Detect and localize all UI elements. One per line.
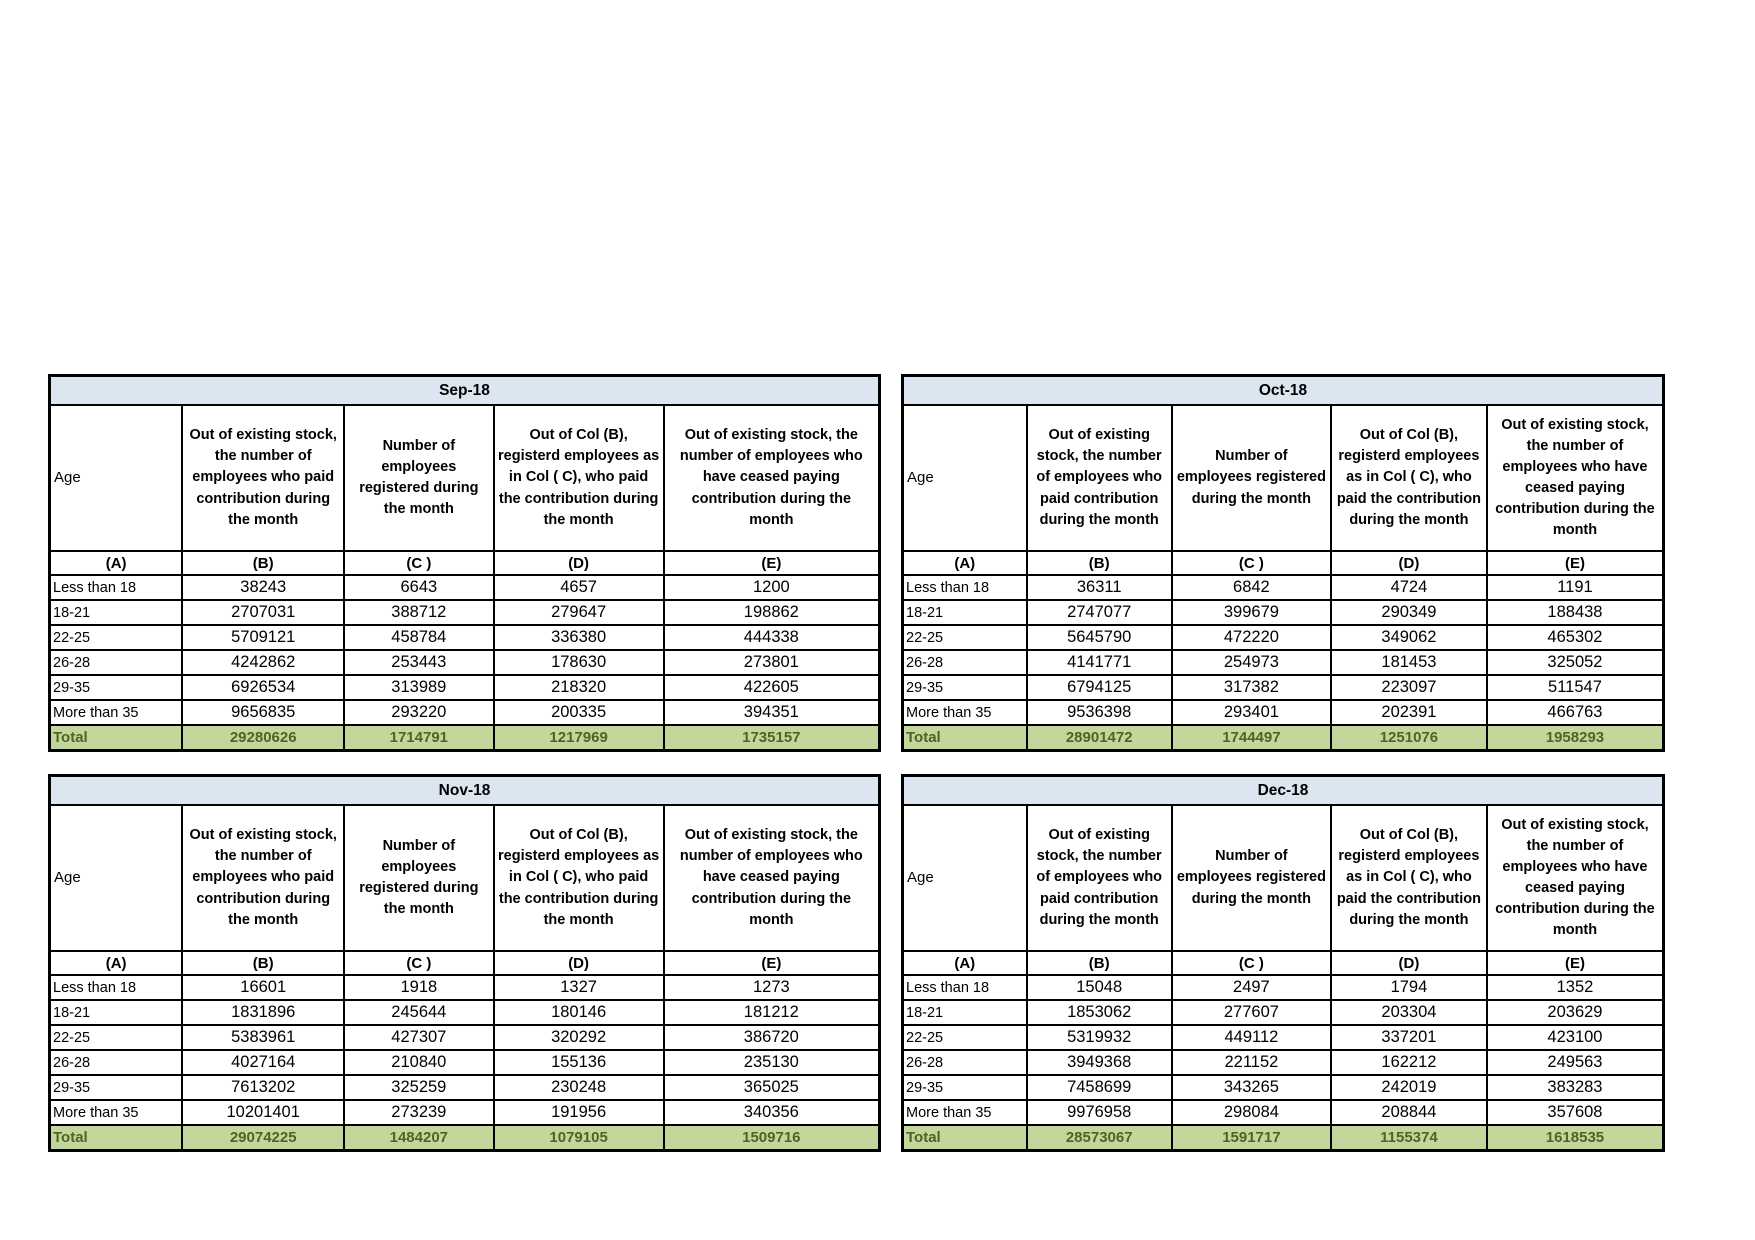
column-letter: (C ) [344,551,493,575]
value-cell: 218320 [494,675,664,700]
value-cell: 9976958 [1027,1100,1172,1125]
value-cell: 320292 [494,1025,664,1050]
value-cell: 279647 [494,600,664,625]
month-table-slot [901,774,1665,1152]
value-cell: 4027164 [182,1050,344,1075]
table-row [903,700,1664,725]
total-label: Total [903,725,1027,751]
value-cell: 188438 [1487,600,1664,625]
value-cell: 1191 [1487,575,1664,600]
value-cell: 357608 [1487,1100,1664,1125]
value-cell: 15048 [1027,975,1172,1000]
value-cell: 5319932 [1027,1025,1172,1050]
age-cell: 22-25 [903,1025,1027,1050]
month-table-slot [901,374,1665,752]
age-cell: More than 35 [903,700,1027,725]
column-letter: (D) [1331,551,1487,575]
value-cell: 349062 [1331,625,1487,650]
value-cell: 383283 [1487,1075,1664,1100]
column-letter: (A) [50,551,183,575]
total-value-cell: 28901472 [1027,725,1172,751]
age-cell: 22-25 [50,625,183,650]
value-cell: 472220 [1172,625,1331,650]
value-cell: 202391 [1331,700,1487,725]
value-cell: 1273 [664,975,880,1000]
total-value-cell: 29074225 [182,1125,344,1151]
value-cell: 16601 [182,975,344,1000]
value-cell: 388712 [344,600,493,625]
total-label: Total [50,1125,183,1151]
value-cell: 6842 [1172,575,1331,600]
column-letter: (C ) [344,951,493,975]
month-title-row [50,776,880,806]
total-value-cell: 1155374 [1331,1125,1487,1151]
value-cell: 210840 [344,1050,493,1075]
value-cell: 3949368 [1027,1050,1172,1075]
column-letter: (B) [1027,951,1172,975]
age-cell: 26-28 [903,1050,1027,1075]
table-row [50,700,880,725]
table-row [903,600,1664,625]
value-cell: 2707031 [182,600,344,625]
value-cell: 466763 [1487,700,1664,725]
age-cell: Less than 18 [903,575,1027,600]
value-cell: 2747077 [1027,600,1172,625]
table-row [50,1050,880,1075]
value-cell: 4657 [494,575,664,600]
table-row [50,1075,880,1100]
value-cell: 444338 [664,625,880,650]
header-col-b: Out of existing stock, the number of employees who paid contribution during the month [182,405,344,551]
table-row [903,1025,1664,1050]
age-cell: 29-35 [50,675,183,700]
age-cell: 29-35 [903,1075,1027,1100]
age-cell: More than 35 [903,1100,1027,1125]
table-row [903,1050,1664,1075]
table-row [903,1075,1664,1100]
column-letter: (A) [903,551,1027,575]
value-cell: 290349 [1331,600,1487,625]
table-body [903,776,1664,1151]
value-cell: 317382 [1172,675,1331,700]
column-letter: (B) [182,951,344,975]
age-cell: More than 35 [50,700,183,725]
total-value-cell: 1735157 [664,725,880,751]
table-row [50,600,880,625]
total-label: Total [50,725,183,751]
value-cell: 427307 [344,1025,493,1050]
value-cell: 293220 [344,700,493,725]
total-value-cell: 28573067 [1027,1125,1172,1151]
total-value-cell: 1744497 [1172,725,1331,751]
column-header-row [50,805,880,951]
table-body [50,776,880,1151]
value-cell: 1352 [1487,975,1664,1000]
age-cell: 22-25 [50,1025,183,1050]
header-col-e: Out of existing stock, the number of employees who have ceased paying contribution during the month [664,805,880,951]
value-cell: 6794125 [1027,675,1172,700]
value-cell: 242019 [1331,1075,1487,1100]
column-letter: (B) [182,551,344,575]
month-title-row [903,776,1664,806]
total-row [50,725,880,751]
value-cell: 325259 [344,1075,493,1100]
value-cell: 1794 [1331,975,1487,1000]
value-cell: 340356 [664,1100,880,1125]
column-letter: (E) [1487,551,1664,575]
age-cell: 26-28 [50,1050,183,1075]
header-col-e: Out of existing stock, the number of employees who have ceased paying contribution during the month [1487,405,1664,551]
value-cell: 1918 [344,975,493,1000]
value-cell: 1831896 [182,1000,344,1025]
value-cell: 6926534 [182,675,344,700]
table-row [50,1000,880,1025]
column-letter-row [50,951,880,975]
total-value-cell: 1958293 [1487,725,1664,751]
value-cell: 10201401 [182,1100,344,1125]
value-cell: 5709121 [182,625,344,650]
value-cell: 162212 [1331,1050,1487,1075]
age-cell: 29-35 [50,1075,183,1100]
value-cell: 422605 [664,675,880,700]
age-cell: Less than 18 [50,975,183,1000]
value-cell: 365025 [664,1075,880,1100]
column-letter: (A) [50,951,183,975]
age-cell: 18-21 [50,1000,183,1025]
total-value-cell: 1079105 [494,1125,664,1151]
header-col-d: Out of Col (B), registerd employees as in Col ( C), who paid the contribution during the month [1331,805,1487,951]
table-row [903,1100,1664,1125]
value-cell: 36311 [1027,575,1172,600]
table-row [50,625,880,650]
table-row [50,975,880,1000]
month-title: Oct-18 [903,376,1664,406]
month-table [48,374,881,752]
header-col-d: Out of Col (B), registerd employees as in Col ( C), who paid the contribution during the month [494,405,664,551]
value-cell: 465302 [1487,625,1664,650]
value-cell: 399679 [1172,600,1331,625]
value-cell: 386720 [664,1025,880,1050]
column-letter-row [903,951,1664,975]
age-cell: 22-25 [903,625,1027,650]
value-cell: 298084 [1172,1100,1331,1125]
table-body [50,376,880,751]
header-col-b: Out of existing stock, the number of employees who paid contribution during the month [1027,805,1172,951]
table-row [903,650,1664,675]
value-cell: 343265 [1172,1075,1331,1100]
header-col-c: Number of employees registered during the month [344,805,493,951]
column-letter: (D) [494,951,664,975]
header-col-d: Out of Col (B), registerd employees as in Col ( C), who paid the contribution during the month [494,805,664,951]
value-cell: 5383961 [182,1025,344,1050]
value-cell: 511547 [1487,675,1664,700]
header-col-e: Out of existing stock, the number of employees who have ceased paying contribution during the month [1487,805,1664,951]
table-row [50,1100,880,1125]
column-header-row [903,805,1664,951]
header-col-d: Out of Col (B), registerd employees as in Col ( C), who paid the contribution during the month [1331,405,1487,551]
month-table [901,374,1665,752]
column-header-row [50,405,880,551]
value-cell: 5645790 [1027,625,1172,650]
value-cell: 155136 [494,1050,664,1075]
table-row [903,1000,1664,1025]
column-letter-row [903,551,1664,575]
column-letter: (D) [494,551,664,575]
table-row [50,650,880,675]
header-col-b: Out of existing stock, the number of employees who paid contribution during the month [182,805,344,951]
table-row [50,575,880,600]
value-cell: 325052 [1487,650,1664,675]
month-table-slot [48,374,881,752]
value-cell: 4141771 [1027,650,1172,675]
table-row [903,575,1664,600]
value-cell: 208844 [1331,1100,1487,1125]
month-title: Sep-18 [50,376,880,406]
month-table [48,774,881,1152]
value-cell: 254973 [1172,650,1331,675]
value-cell: 7458699 [1027,1075,1172,1100]
value-cell: 1853062 [1027,1000,1172,1025]
age-cell: Less than 18 [50,575,183,600]
month-title-row [50,376,880,406]
age-cell: Less than 18 [903,975,1027,1000]
value-cell: 313989 [344,675,493,700]
value-cell: 200335 [494,700,664,725]
age-cell: 18-21 [903,1000,1027,1025]
value-cell: 394351 [664,700,880,725]
age-cell: 18-21 [903,600,1027,625]
age-cell: 26-28 [903,650,1027,675]
column-letter: (C ) [1172,951,1331,975]
value-cell: 203629 [1487,1000,1664,1025]
value-cell: 245644 [344,1000,493,1025]
total-value-cell: 1484207 [344,1125,493,1151]
value-cell: 221152 [1172,1050,1331,1075]
total-value-cell: 1591717 [1172,1125,1331,1151]
value-cell: 7613202 [182,1075,344,1100]
month-title: Nov-18 [50,776,880,806]
column-letter: (C ) [1172,551,1331,575]
value-cell: 249563 [1487,1050,1664,1075]
value-cell: 198862 [664,600,880,625]
value-cell: 449112 [1172,1025,1331,1050]
value-cell: 181453 [1331,650,1487,675]
value-cell: 337201 [1331,1025,1487,1050]
table-row [50,1025,880,1050]
value-cell: 9536398 [1027,700,1172,725]
header-col-c: Number of employees registered during the month [344,405,493,551]
value-cell: 253443 [344,650,493,675]
value-cell: 336380 [494,625,664,650]
total-value-cell: 1251076 [1331,725,1487,751]
month-table [901,774,1665,1152]
table-row [50,675,880,700]
value-cell: 4724 [1331,575,1487,600]
total-value-cell: 1714791 [344,725,493,751]
header-col-b: Out of existing stock, the number of employees who paid contribution during the month [1027,405,1172,551]
value-cell: 38243 [182,575,344,600]
value-cell: 423100 [1487,1025,1664,1050]
age-cell: 29-35 [903,675,1027,700]
value-cell: 178630 [494,650,664,675]
total-label: Total [903,1125,1027,1151]
table-body [903,376,1664,751]
total-value-cell: 29280626 [182,725,344,751]
header-col-e: Out of existing stock, the number of employees who have ceased paying contribution during the month [664,405,880,551]
value-cell: 191956 [494,1100,664,1125]
value-cell: 180146 [494,1000,664,1025]
column-letter: (E) [1487,951,1664,975]
total-value-cell: 1217969 [494,725,664,751]
value-cell: 273239 [344,1100,493,1125]
value-cell: 235130 [664,1050,880,1075]
header-col-c: Number of employees registered during the month [1172,405,1331,551]
value-cell: 6643 [344,575,493,600]
value-cell: 181212 [664,1000,880,1025]
column-letter: (E) [664,951,880,975]
value-cell: 2497 [1172,975,1331,1000]
header-age: Age [903,805,1027,951]
header-age: Age [903,405,1027,551]
total-value-cell: 1509716 [664,1125,880,1151]
age-cell: 18-21 [50,600,183,625]
value-cell: 4242862 [182,650,344,675]
value-cell: 203304 [1331,1000,1487,1025]
table-row [903,675,1664,700]
value-cell: 293401 [1172,700,1331,725]
age-cell: 26-28 [50,650,183,675]
value-cell: 458784 [344,625,493,650]
value-cell: 1327 [494,975,664,1000]
value-cell: 223097 [1331,675,1487,700]
value-cell: 277607 [1172,1000,1331,1025]
column-letter-row [50,551,880,575]
value-cell: 273801 [664,650,880,675]
header-col-c: Number of employees registered during the month [1172,805,1331,951]
total-row [903,1125,1664,1151]
age-cell: More than 35 [50,1100,183,1125]
column-letter: (D) [1331,951,1487,975]
month-table-slot [48,774,881,1152]
total-row [903,725,1664,751]
column-letter: (E) [664,551,880,575]
month-title-row [903,376,1664,406]
total-row [50,1125,880,1151]
value-cell: 9656835 [182,700,344,725]
total-value-cell: 1618535 [1487,1125,1664,1151]
value-cell: 230248 [494,1075,664,1100]
column-header-row [903,405,1664,551]
header-age: Age [50,805,183,951]
header-age: Age [50,405,183,551]
month-title: Dec-18 [903,776,1664,806]
value-cell: 1200 [664,575,880,600]
column-letter: (A) [903,951,1027,975]
table-row [903,625,1664,650]
table-row [903,975,1664,1000]
column-letter: (B) [1027,551,1172,575]
